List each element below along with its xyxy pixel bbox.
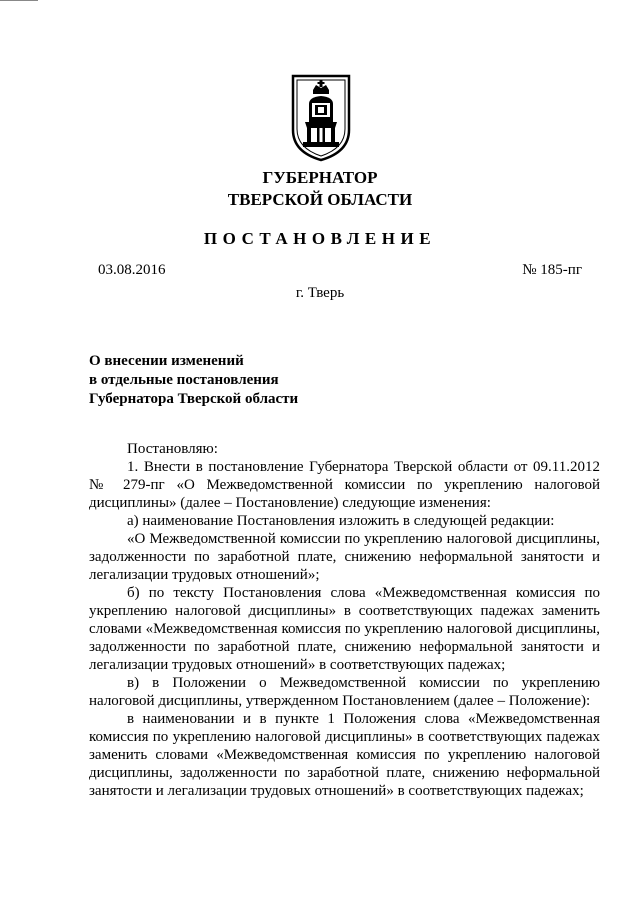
document-date: 03.08.2016 xyxy=(98,262,166,278)
body-paragraph: Постановляю: xyxy=(127,441,218,457)
document-body xyxy=(89,440,600,800)
body-paragraph: в наименовании и в пункте 1 Положения слова «Межведомственная комиссия по укреплению налоговой дисциплины» в соответствующих падежах заменить словами «Межведомственная комиссия по укреплению налоговой дисциплины, задолженности по заработной плате, снижению неформальной занятости и легализации трудовых отношений» в соответствующих падежах; xyxy=(89,711,600,799)
body-paragraph: 1. Внести в постановление Губернатора Тверской области от 09.11.2012 № 279-пг «О Межведомственной комиссии по укреплению налоговой дисциплины» (далее – Постановление) следующие изменения: xyxy=(89,459,600,511)
document-type: ПОСТАНОВЛЕНИЕ xyxy=(203,229,437,248)
body-paragraph: в) в Положении о Межведомственной комиссии по укреплению налоговой дисциплины, утвержденном Постановлением (далее – Положение): xyxy=(89,675,600,709)
body-paragraph: б) по тексту Постановления слова «Межведомственная комиссия по укреплению налоговой дисциплины» в соответствующих падежах заменить словами «Межведомственная комиссия по укреплению налоговой дисциплины, задолженности по заработной плате, снижению неформальной занятости и легализации трудовых отношений» в соответствующих падежах; xyxy=(89,585,600,673)
governor-title: ГУБЕРНАТОР xyxy=(262,168,378,187)
subject-line: в отдельные постановления xyxy=(89,372,279,388)
subject-line: О внесении изменений xyxy=(89,353,244,369)
document-city: г. Тверь xyxy=(295,285,345,301)
document-subject xyxy=(89,352,298,409)
region-title: ТВЕРСКОЙ ОБЛАСТИ xyxy=(227,190,413,209)
scan-corner-line xyxy=(0,0,38,1)
subject-line: Губернатора Тверской области xyxy=(89,391,299,407)
body-paragraph: «О Межведомственной комиссии по укреплению налоговой дисциплины, задолженности по заработной плате, снижению неформальной занятости и легализации трудовых отношений»; xyxy=(89,531,600,583)
tver-region-coat-of-arms-icon xyxy=(289,72,353,162)
body-paragraph: а) наименование Постановления изложить в следующей редакции: xyxy=(127,513,555,529)
document-number: № 185-пг xyxy=(522,262,582,278)
